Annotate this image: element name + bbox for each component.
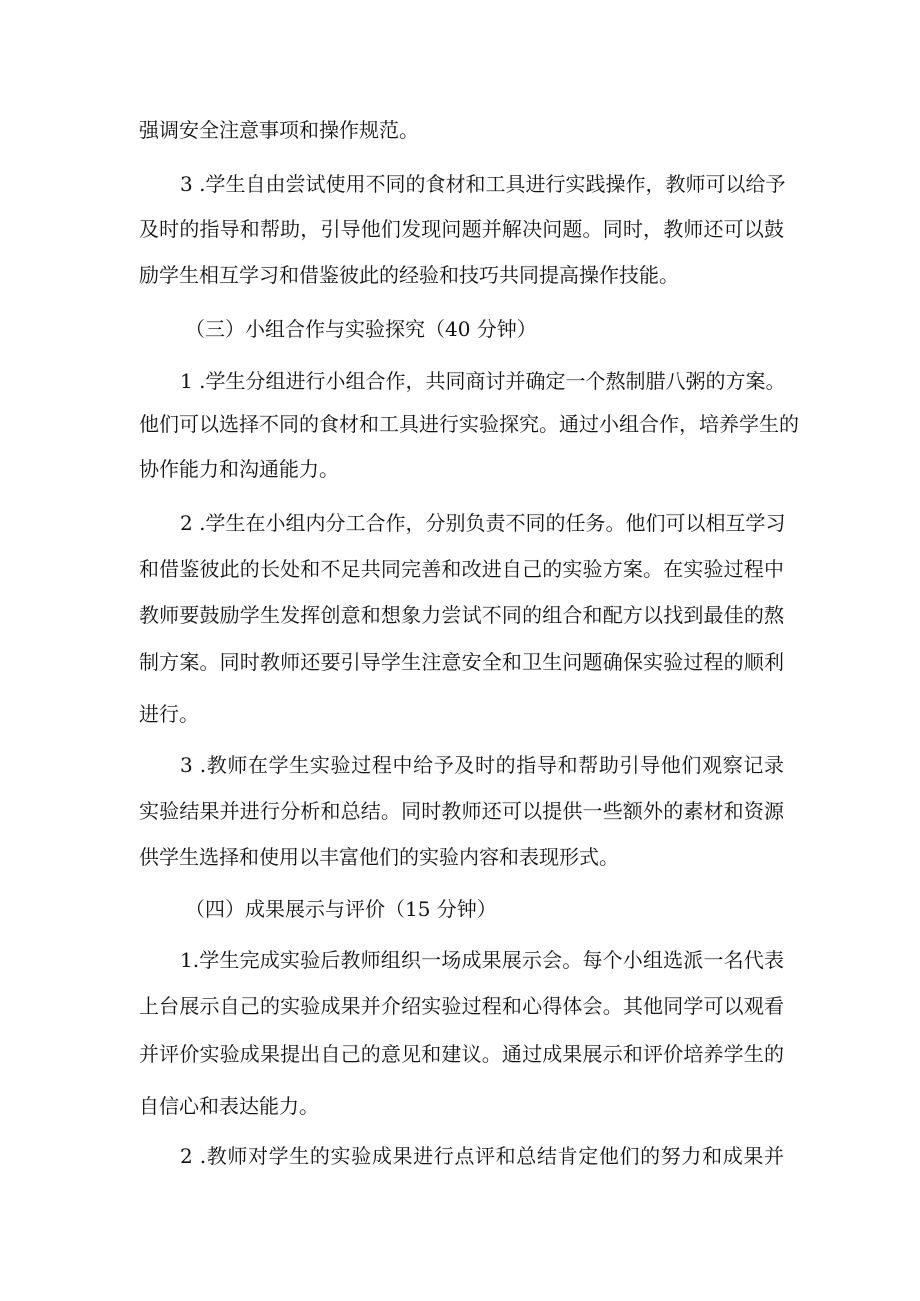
text-line: 供学生选择和使用以丰富他们的实验内容和表现形式。 [139,845,619,869]
text-line: 3 .教师在学生实验过程中给予及时的指导和帮助引导他们观察记录 [180,753,784,777]
text-line: 并评价实验成果提出自己的意见和建议。通过成果展示和评价培养学生的 [139,1042,784,1066]
text-line: 协作能力和沟通能力。 [139,457,339,481]
text-line: 上台展示自己的实验成果并介绍实验过程和心得体会。其他同学可以观看 [139,994,784,1018]
text-line: 和借鉴彼此的长处和不足共同完善和改进自己的实验方案。在实验过程中 [139,557,784,581]
text-line: 强调安全注意事项和操作规范。 [139,118,419,142]
text-line: 及时的指导和帮助，引导他们发现问题并解决问题。同时，教师还可以鼓 [139,217,784,241]
text-line: 1.学生完成实验后教师组织一场成果展示会。每个小组选派一名代表 [180,948,784,972]
text-line: 制方案。同时教师还要引导学生注意安全和卫生问题确保实验过程的顺利 [139,650,784,674]
text-line: 2 .教师对学生的实验成果进行点评和总结肯定他们的努力和成果并 [180,1144,784,1168]
text-line: 励学生相互学习和借鉴彼此的经验和技巧共同提高操作技能。 [139,263,679,287]
section-heading: （三）小组合作与实验探究（40 分钟） [185,317,537,341]
text-line: 进行。 [139,702,199,726]
text-line: 实验结果并进行分析和总结。同时教师还可以提供一些额外的素材和资源 [139,799,784,823]
text-line: 1 .学生分组进行小组合作，共同商讨并确定一个熬制腊八粥的方案。 [180,369,786,393]
text-line: 教师要鼓励学生发挥创意和想象力尝试不同的组合和配方以找到最佳的熬 [139,603,784,627]
text-line: 他们可以选择不同的食材和工具进行实验探究。通过小组合作，培养学生的 [139,412,799,436]
text-line: 2 .学生在小组内分工合作，分别负责不同的任务。他们可以相互学习 [180,511,786,535]
text-line: 自信心和表达能力。 [139,1094,319,1118]
section-heading: （四）成果展示与评价（15 分钟） [185,897,497,921]
text-line: 3 .学生自由尝试使用不同的食材和工具进行实践操作，教师可以给予 [180,172,786,196]
